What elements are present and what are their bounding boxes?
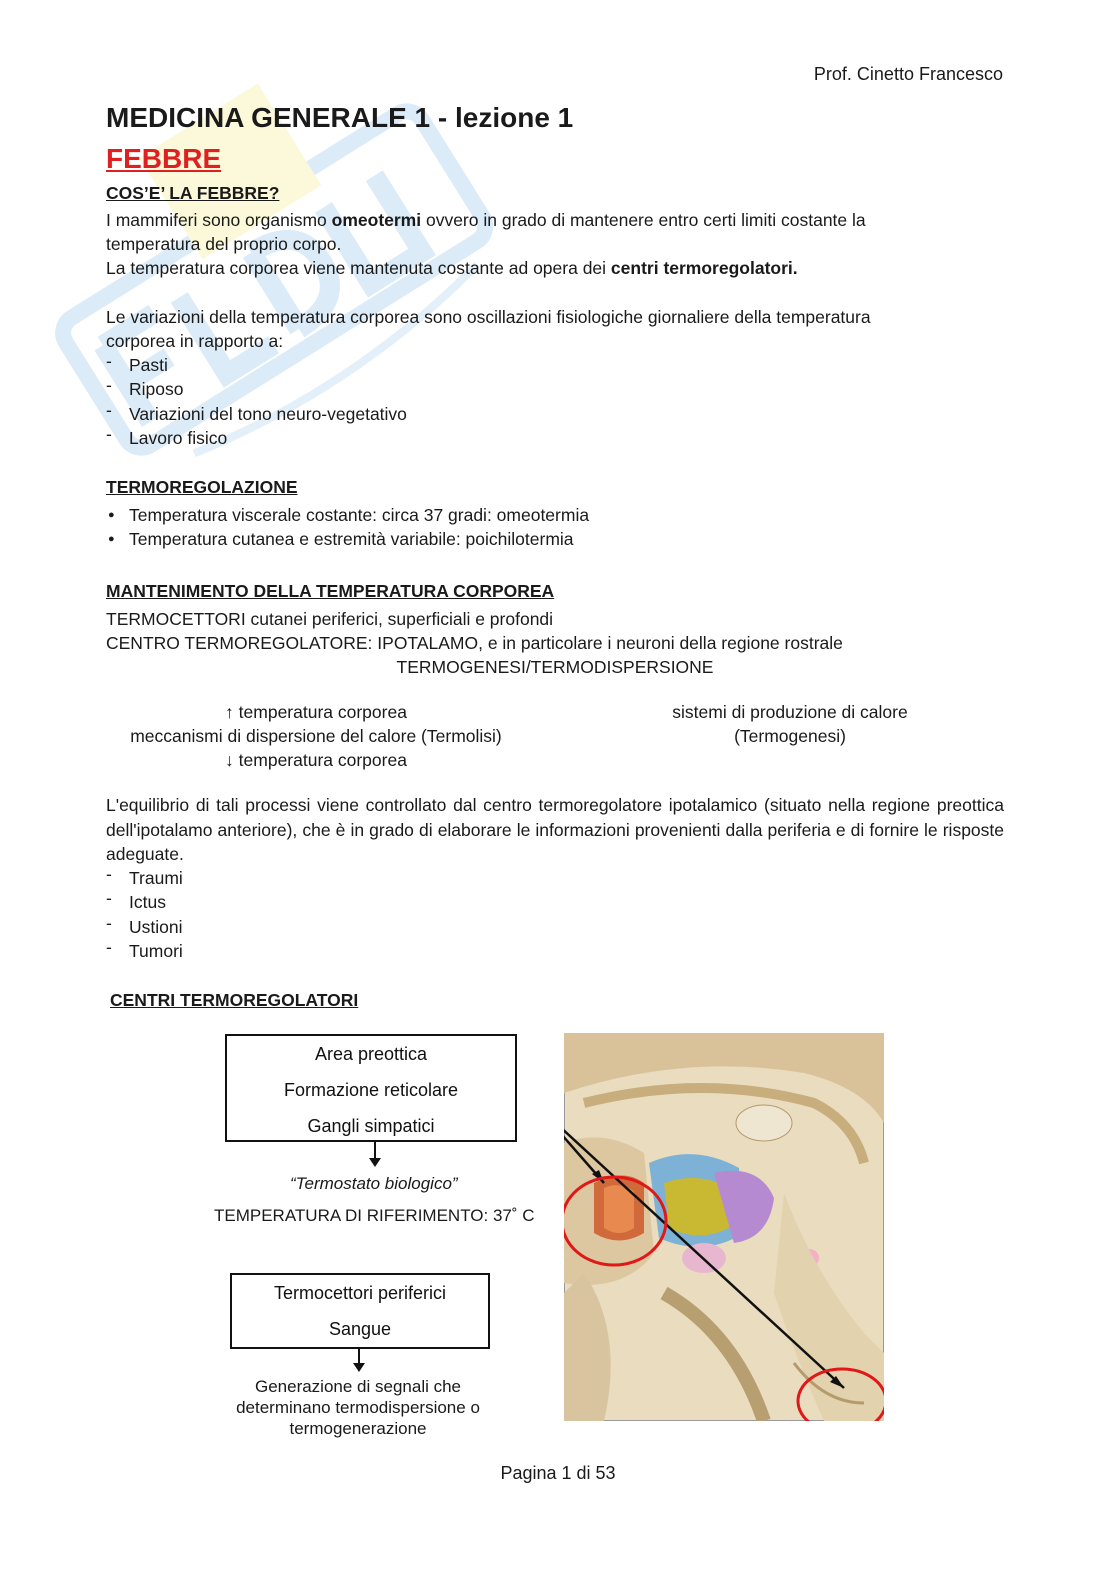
box-centri-line: Formazione reticolare xyxy=(283,1080,459,1100)
generazione-line: determinano termodispersione o xyxy=(236,1398,480,1417)
heading-termoregolazione: TERMOREGOLAZIONE xyxy=(106,477,298,497)
intro-list xyxy=(106,353,407,450)
left-col-line-3: ↓ temperatura corporea xyxy=(225,750,407,770)
right-col-line-2: (Termogenesi) xyxy=(734,726,846,746)
left-col-line-2: meccanismi di dispersione del calore (Termolisi) xyxy=(130,726,502,746)
intro-line-1: I mammiferi sono organismo omeotermi ovvero in grado di mantenere entro certi limiti costante la xyxy=(106,210,866,230)
right-col-line-1: sistemi di produzione di calore xyxy=(672,702,908,722)
box-termocettori-line: Termocettori periferici xyxy=(273,1283,447,1303)
page-number: Pagina 1 di 53 xyxy=(500,1463,616,1483)
list-item: - Lavoro fisico xyxy=(106,426,407,450)
list-item: - Ustioni xyxy=(106,915,183,939)
left-col-line-1: ↑ temperatura corporea xyxy=(225,702,407,722)
box-centri xyxy=(225,1034,517,1142)
list-item: - Pasti xyxy=(106,353,407,377)
box-centri-line: Area preottica xyxy=(314,1044,428,1064)
heading-cose-la-febbre: COS’E’ LA FEBBRE? xyxy=(106,183,280,203)
intro-line-2: temperatura del proprio corpo. xyxy=(106,234,342,254)
list-item: ● Temperatura viscerale costante: circa 37 gradi: omeotermia xyxy=(106,503,589,527)
list-item: - Riposo xyxy=(106,377,407,401)
intro-line-5: corporea in rapporto a: xyxy=(106,331,284,351)
generazione-line: Generazione di segnali che xyxy=(254,1377,462,1396)
arrow-head-2 xyxy=(353,1363,365,1372)
section-title: FEBBRE xyxy=(106,143,222,174)
heading-mantenimento: MANTENIMENTO DELLA TEMPERATURA CORPOREA xyxy=(106,581,555,601)
list-item: - Ictus xyxy=(106,890,183,914)
author-name: Prof. Cinetto Francesco xyxy=(813,64,1003,84)
riferimento-label: TEMPERATURA DI RIFERIMENTO: 37˚ C xyxy=(214,1206,535,1225)
list-item: - Traumi xyxy=(106,866,183,890)
arrow-down-1 xyxy=(374,1141,376,1159)
list-item: - Tumori xyxy=(106,939,183,963)
intro-line-3: La temperatura corporea viene mantenuta costante ad opera dei centri termoregolatori. xyxy=(106,258,798,278)
arrow-down-2 xyxy=(358,1348,360,1364)
document-title: MEDICINA GENERALE 1 - lezione 1 xyxy=(106,102,574,133)
termostato-label: “Termostato biologico” xyxy=(290,1174,458,1193)
arrow-head-1 xyxy=(369,1158,381,1167)
box-termocettori-line: Sangue xyxy=(328,1319,392,1339)
termo-list xyxy=(106,503,589,552)
box-termocettori xyxy=(230,1273,490,1349)
heading-centri-termoregolatori: CENTRI TERMOREGOLATORI xyxy=(110,990,359,1010)
list-item: ● Temperatura cutanea e estremità variabile: poichilotermia xyxy=(106,527,589,551)
intro-line-4: Le variazioni della temperatura corporea sono oscillazioni fisiologiche giornaliere della temperatura xyxy=(106,307,871,327)
mantenimento-line-2: CENTRO TERMOREGOLATORE: IPOTALAMO, e in particolare i neuroni della regione rostrale xyxy=(106,633,843,653)
list-item: - Variazioni del tono neuro-vegetativo xyxy=(106,402,407,426)
termogenesi-label: TERMOGENESI/TERMODISPERSIONE xyxy=(396,657,714,677)
mantenimento-line-1: TERMOCETTORI cutanei periferici, superficiali e profondi xyxy=(106,609,554,629)
generazione-line: termogenerazione xyxy=(289,1419,427,1438)
equilibrio-list xyxy=(106,866,183,963)
equilibrio-paragraph: L'equilibrio di tali processi viene controllato dal centro termoregolatore ipotalamico (situato nella regione preottica dell'ipotalamo anteriore), che è in grado di elaborare le informazioni provenienti dalla periferia e di fornire le risposte adeguate. xyxy=(106,795,1004,864)
hypothalamus-illustration xyxy=(564,1033,884,1421)
box-centri-line: Gangli simpatici xyxy=(307,1116,435,1136)
